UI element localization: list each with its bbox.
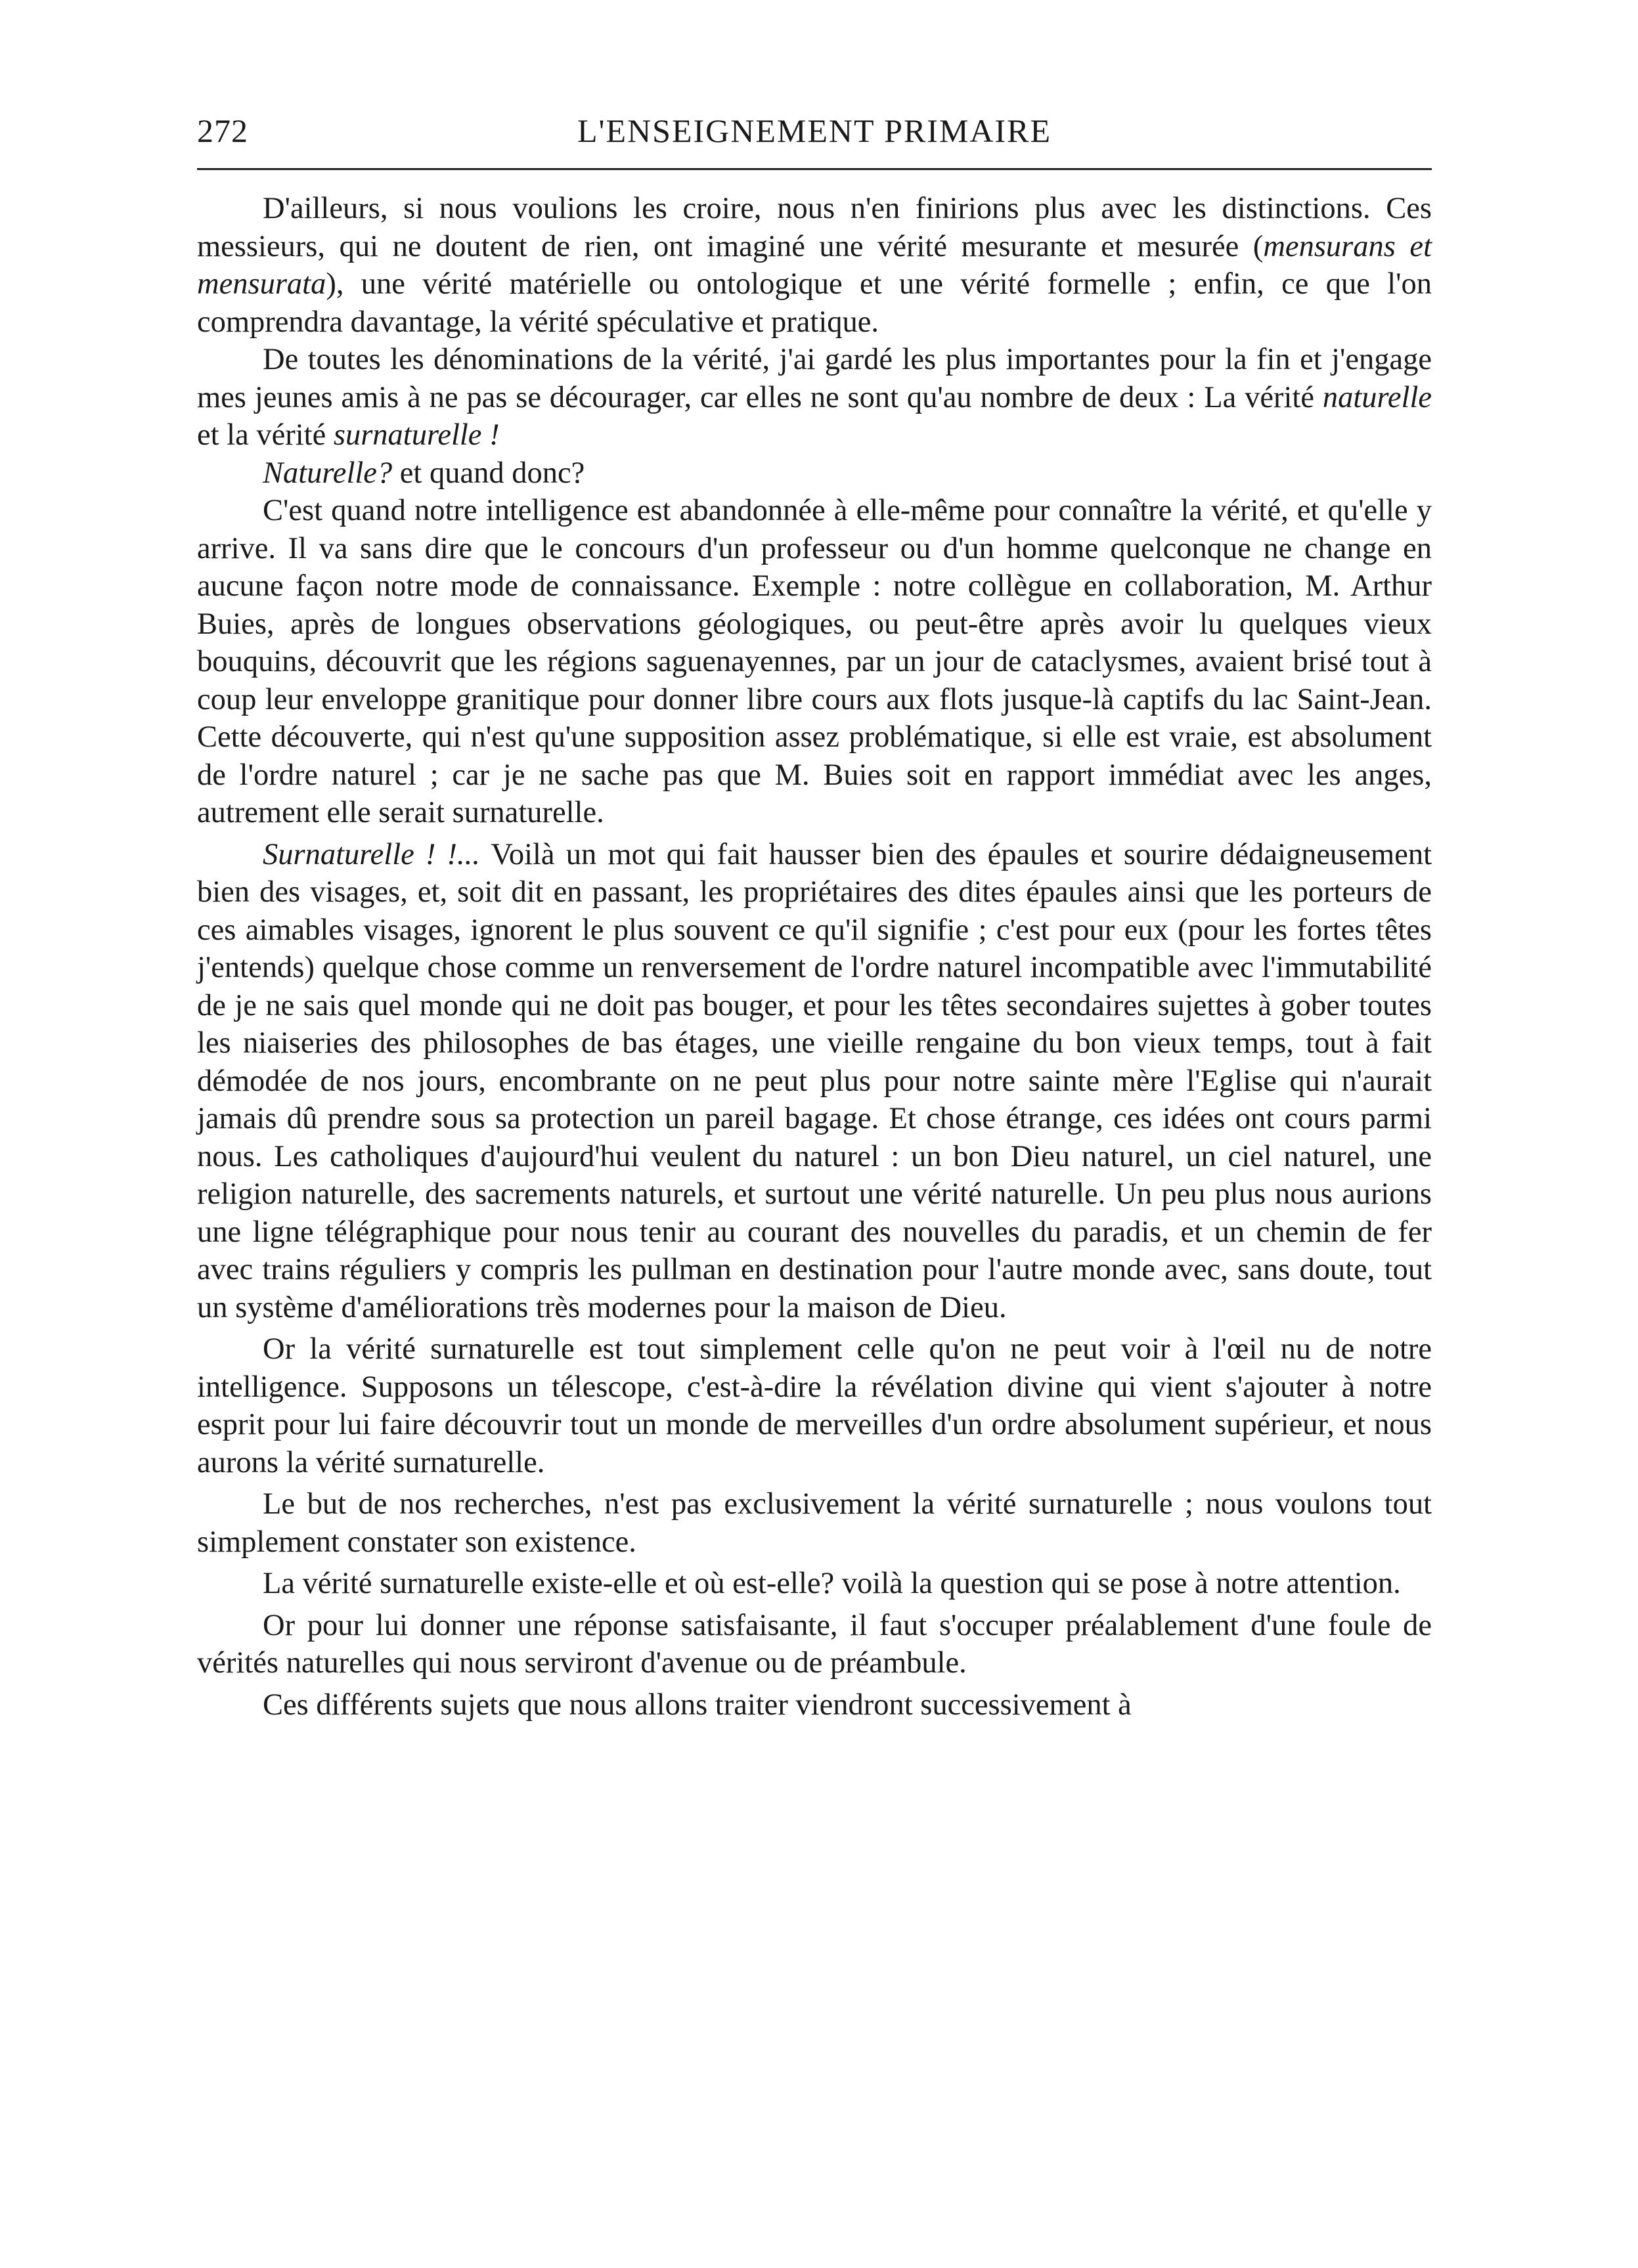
body-text: [197, 190, 1432, 1724]
text-run: ), une vérité matérielle ou ontologique et une vérité formelle ; enfin, ce que l'on comprendra davantage, la vérité spéculative et pratique.: [197, 267, 1432, 339]
paragraph: [197, 1485, 1432, 1561]
text-run: De toutes les dénominations de la vérité, j'ai gardé les plus importantes pour la fin et j'engage mes jeunes amis à ne pas se décourager, car elles ne sont qu'au nombre de deux : La vérité: [197, 343, 1432, 414]
text-run: Voilà un mot qui fait hausser bien des épaules et sourire dédaigneusement bien des visages, et, soit dit en passant, les propriétaires des dites épaules ainsi que les porteurs de ces aimables visages, ignorent le plus souvent ce qu'il signifie ; c'est pour eux (pour les fortes têtes j'entends) quelque chose comme un renversement de l'ordre naturel incompatible avec l'immutabilité de je ne sais quel monde qui ne doit pas bouger, et pour les têtes secondaires sujettes à gober toutes les niaiseries des philosophes de bas étages, une vieille rengaine du bon vieux temps, tout à fait démodée de nos jours, encombrante on ne peut plus pour notre sainte mère l'Eglise qui n'aurait jamais dû prendre sous sa protection un pareil bagage. Et chose étrange, ces idées ont cours parmi nous. Les catholiques d'aujourd'hui veulent du naturel : un bon Dieu naturel, un ciel naturel, une religion naturelle, des sacrements naturels, et surtout une vérité naturelle. Un peu plus nous aurions une ligne télégraphique pour nous tenir au courant des nouvelles du paradis, et un chemin de fer avec trains réguliers y compris les pullman en destination pour l'autre monde avec, sans doute, tout un système d'améliorations très modernes pour la maison de Dieu.: [197, 837, 1432, 1324]
page-header: [197, 112, 1432, 163]
paragraph: [197, 492, 1432, 832]
paragraph: [197, 1686, 1432, 1724]
text-run: et la vérité: [197, 418, 334, 452]
italic-text-run: Surnaturelle ! !...: [263, 837, 480, 871]
running-title: L'ENSEIGNEMENT PRIMAIRE: [577, 112, 1052, 149]
paragraph: [197, 190, 1432, 341]
italic-text-run: mensurans et mensurata: [197, 229, 1432, 301]
italic-text-run: Naturelle?: [263, 456, 393, 490]
text-run: Or pour lui donner une réponse satisfaisante, il faut s'occuper préalablement d'une foule de vérités naturelles qui nous serviront d'avenue ou de préambule.: [197, 1608, 1432, 1680]
paragraph: [197, 1330, 1432, 1481]
paragraph: [197, 454, 1432, 492]
text-run: Or la vérité surnaturelle est tout simplement celle qu'on ne peut voir à l'œil nu de notre intelligence. Supposons un télescope, c'est-à-dire la révélation divine qui vient s'ajouter à notre esprit pour lui faire découvrir tout un monde de merveilles d'un ordre absolument supérieur, et nous aurons la vérité surnaturelle.: [197, 1332, 1432, 1479]
paragraph: [197, 1565, 1432, 1603]
paragraph: [197, 341, 1432, 454]
page-number: 272: [197, 112, 248, 149]
text-run: C'est quand notre intelligence est abandonnée à elle-même pour connaître la vérité, et qu'elle y arrive. Il va sans dire que le concours d'un professeur ou d'un homme quelconque ne change en aucune façon notre mode de connaissance. Exemple : notre collègue en collaboration, M. Arthur Buies, après de longues observations géologiques, ou peut-être après avoir lu quelques vieux bouquins, découvrit que les régions saguenayennes, par un jour de cataclysmes, avaient brisé tout à coup leur enveloppe granitique pour donner libre cours aux flots jusque-là captifs du lac Saint-Jean. Cette découverte, qui n'est qu'une supposition assez problématique, si elle est vraie, est absolument de l'ordre naturel ; car je ne sache pas que M. Buies soit en rapport immédiat avec les anges, autrement elle serait surnaturelle.: [197, 494, 1432, 829]
paragraph: [197, 1607, 1432, 1682]
italic-text-run: surnaturelle !: [333, 418, 500, 452]
text-run: Ces différents sujets que nous allons traiter viendront successivement à: [263, 1688, 1132, 1722]
text-run: La vérité surnaturelle existe-elle et où est-elle? voilà la question qui se pose à notre attention.: [263, 1567, 1401, 1600]
text-run: Le but de nos recherches, n'est pas exclusivement la vérité surnaturelle ; nous voulons tout simplement constater son existence.: [197, 1487, 1432, 1559]
book-page: [197, 112, 1432, 1724]
italic-text-run: naturelle: [1322, 380, 1432, 414]
header-rule: [197, 168, 1432, 170]
text-run: et quand donc?: [392, 456, 585, 490]
text-run: D'ailleurs, si nous voulions les croire, nous n'en finirions plus avec les distinctions. Ces messieurs, qui ne doutent de rien, ont imaginé une vérité mesurante et mesurée (: [197, 192, 1432, 263]
paragraph: [197, 836, 1432, 1327]
